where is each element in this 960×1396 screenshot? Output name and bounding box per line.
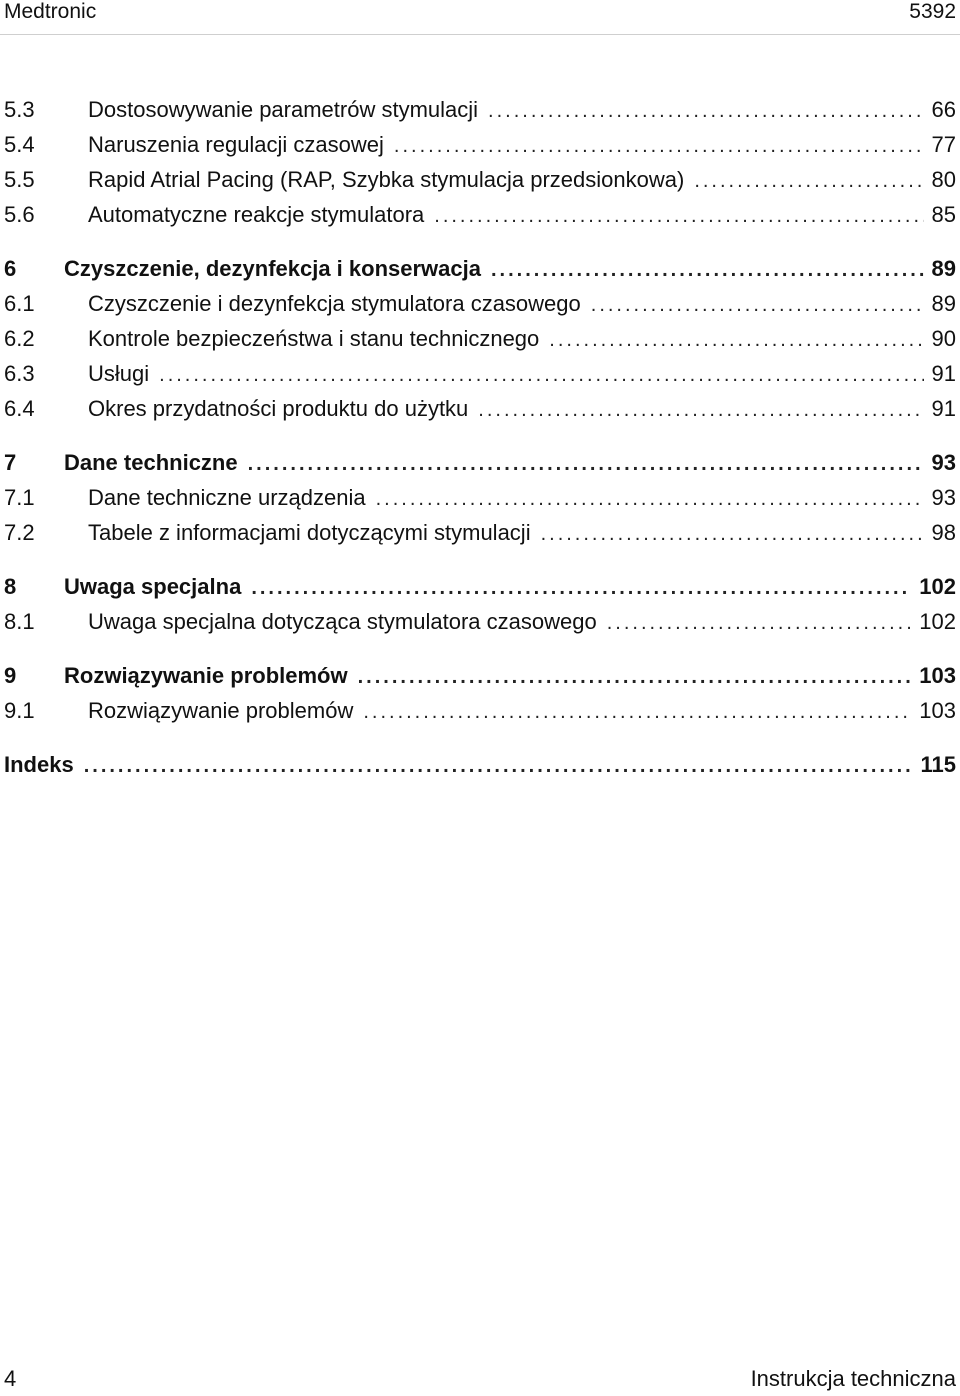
toc-entry-page: 89: [931, 291, 956, 316]
toc-section-entry[interactable]: [4, 286, 956, 321]
toc-dot-leader: [358, 660, 912, 695]
toc-entry-title: Czyszczenie, dezynfekcja i konserwacja: [64, 256, 481, 281]
toc-entry-number: 5.3: [4, 97, 35, 122]
toc-chapter-entry[interactable]: [4, 747, 956, 782]
page-number: 4: [4, 1366, 17, 1391]
footer-doc-title: Instrukcja techniczna: [750, 1366, 956, 1391]
header-brand: Medtronic: [4, 0, 97, 23]
toc-entry-title: Rapid Atrial Pacing (RAP, Szybka stymulacja przedsionkowa): [88, 167, 685, 192]
toc-section-entry[interactable]: [4, 515, 956, 550]
toc-dot-leader: [248, 447, 924, 482]
toc-entry-title: Dostosowywanie parametrów stymulacji: [88, 97, 479, 122]
toc-entry-title: Dane techniczne: [64, 450, 238, 475]
toc-dot-leader: [694, 164, 923, 199]
toc-section-entry[interactable]: [4, 127, 956, 162]
toc-entry-title: Usługi: [88, 361, 150, 386]
table-of-contents: [4, 92, 956, 782]
toc-entry-number: 7.2: [4, 520, 35, 545]
toc-entry-page: 77: [931, 132, 956, 157]
toc-entry-number: 6.3: [4, 361, 35, 386]
toc-entry-page: 85: [931, 202, 956, 227]
toc-dot-leader: [251, 571, 911, 606]
toc-entry-title: Uwaga specjalna dotycząca stymulatora czasowego: [88, 609, 597, 634]
toc-entry-number: 5.4: [4, 132, 35, 157]
toc-entry-number: 6.2: [4, 326, 35, 351]
toc-entry-number: 8: [4, 574, 17, 599]
toc-dot-leader: [376, 482, 924, 517]
toc-entry-title: Kontrole bezpieczeństwa i stanu technicznego: [88, 326, 540, 351]
toc-entry-number: 7.1: [4, 485, 35, 510]
toc-entry-page: 91: [931, 396, 956, 421]
toc-entry-number: 6: [4, 256, 17, 281]
toc-entry-number: 5.5: [4, 167, 35, 192]
toc-entry-title: Czyszczenie i dezynfekcja stymulatora czasowego: [88, 291, 581, 316]
toc-entry-number: 5.6: [4, 202, 35, 227]
toc-entry-page: 102: [919, 609, 956, 634]
toc-entry-title: Indeks: [4, 752, 74, 777]
toc-section-entry[interactable]: [4, 604, 956, 639]
page-footer: [4, 1366, 956, 1392]
toc-entry-page: 90: [931, 326, 956, 351]
toc-chapter-entry[interactable]: [4, 445, 956, 480]
toc-entry-title: Uwaga specjalna: [64, 574, 242, 599]
toc-entry-title: Automatyczne reakcje stymulatora: [88, 202, 425, 227]
header-doc-number: 5392: [909, 0, 956, 23]
toc-section-entry[interactable]: [4, 162, 956, 197]
toc-entry-number: 8.1: [4, 609, 35, 634]
toc-entry-page: 98: [931, 520, 956, 545]
toc-section-entry[interactable]: [4, 321, 956, 356]
toc-entry-page: 115: [920, 752, 956, 777]
toc-dot-leader: [607, 606, 912, 641]
page-header: [4, 0, 956, 24]
toc-dot-leader: [159, 358, 923, 393]
toc-entry-number: 6.4: [4, 396, 35, 421]
toc-section-entry[interactable]: [4, 356, 956, 391]
toc-dot-leader: [488, 94, 923, 129]
toc-dot-leader: [394, 129, 924, 164]
toc-dot-leader: [478, 393, 923, 428]
toc-chapter-entry[interactable]: [4, 569, 956, 604]
toc-entry-page: 80: [931, 167, 956, 192]
toc-section-entry[interactable]: [4, 480, 956, 515]
toc-entry-page: 103: [919, 663, 956, 688]
toc-entry-title: Rozwiązywanie problemów: [88, 698, 354, 723]
toc-entry-page: 89: [931, 256, 956, 281]
toc-dot-leader: [591, 288, 924, 323]
toc-section-entry[interactable]: [4, 197, 956, 232]
toc-dot-leader: [549, 323, 923, 358]
toc-entry-title: Rozwiązywanie problemów: [64, 663, 348, 688]
toc-entry-title: Dane techniczne urządzenia: [88, 485, 366, 510]
header-rule: [0, 34, 960, 35]
toc-chapter-entry[interactable]: [4, 658, 956, 693]
toc-section-entry[interactable]: [4, 391, 956, 426]
toc-entry-page: 93: [931, 485, 956, 510]
toc-section-entry[interactable]: [4, 693, 956, 728]
toc-dot-leader: [541, 517, 924, 552]
toc-chapter-entry[interactable]: [4, 251, 956, 286]
toc-dot-leader: [363, 695, 911, 730]
toc-entry-page: 102: [919, 574, 956, 599]
toc-entry-number: 9.1: [4, 698, 35, 723]
toc-entry-number: 7: [4, 450, 17, 475]
toc-entry-title: Okres przydatności produktu do użytku: [88, 396, 469, 421]
toc-dot-leader: [84, 749, 913, 784]
toc-entry-page: 103: [919, 698, 956, 723]
toc-entry-page: 93: [931, 450, 956, 475]
toc-dot-leader: [491, 253, 924, 288]
toc-entry-page: 91: [931, 361, 956, 386]
toc-section-entry[interactable]: [4, 92, 956, 127]
toc-dot-leader: [434, 199, 923, 234]
toc-entry-page: 66: [931, 97, 956, 122]
toc-entry-title: Naruszenia regulacji czasowej: [88, 132, 384, 157]
toc-entry-number: 9: [4, 663, 17, 688]
toc-entry-number: 6.1: [4, 291, 35, 316]
toc-entry-title: Tabele z informacjami dotyczącymi stymulacji: [88, 520, 531, 545]
